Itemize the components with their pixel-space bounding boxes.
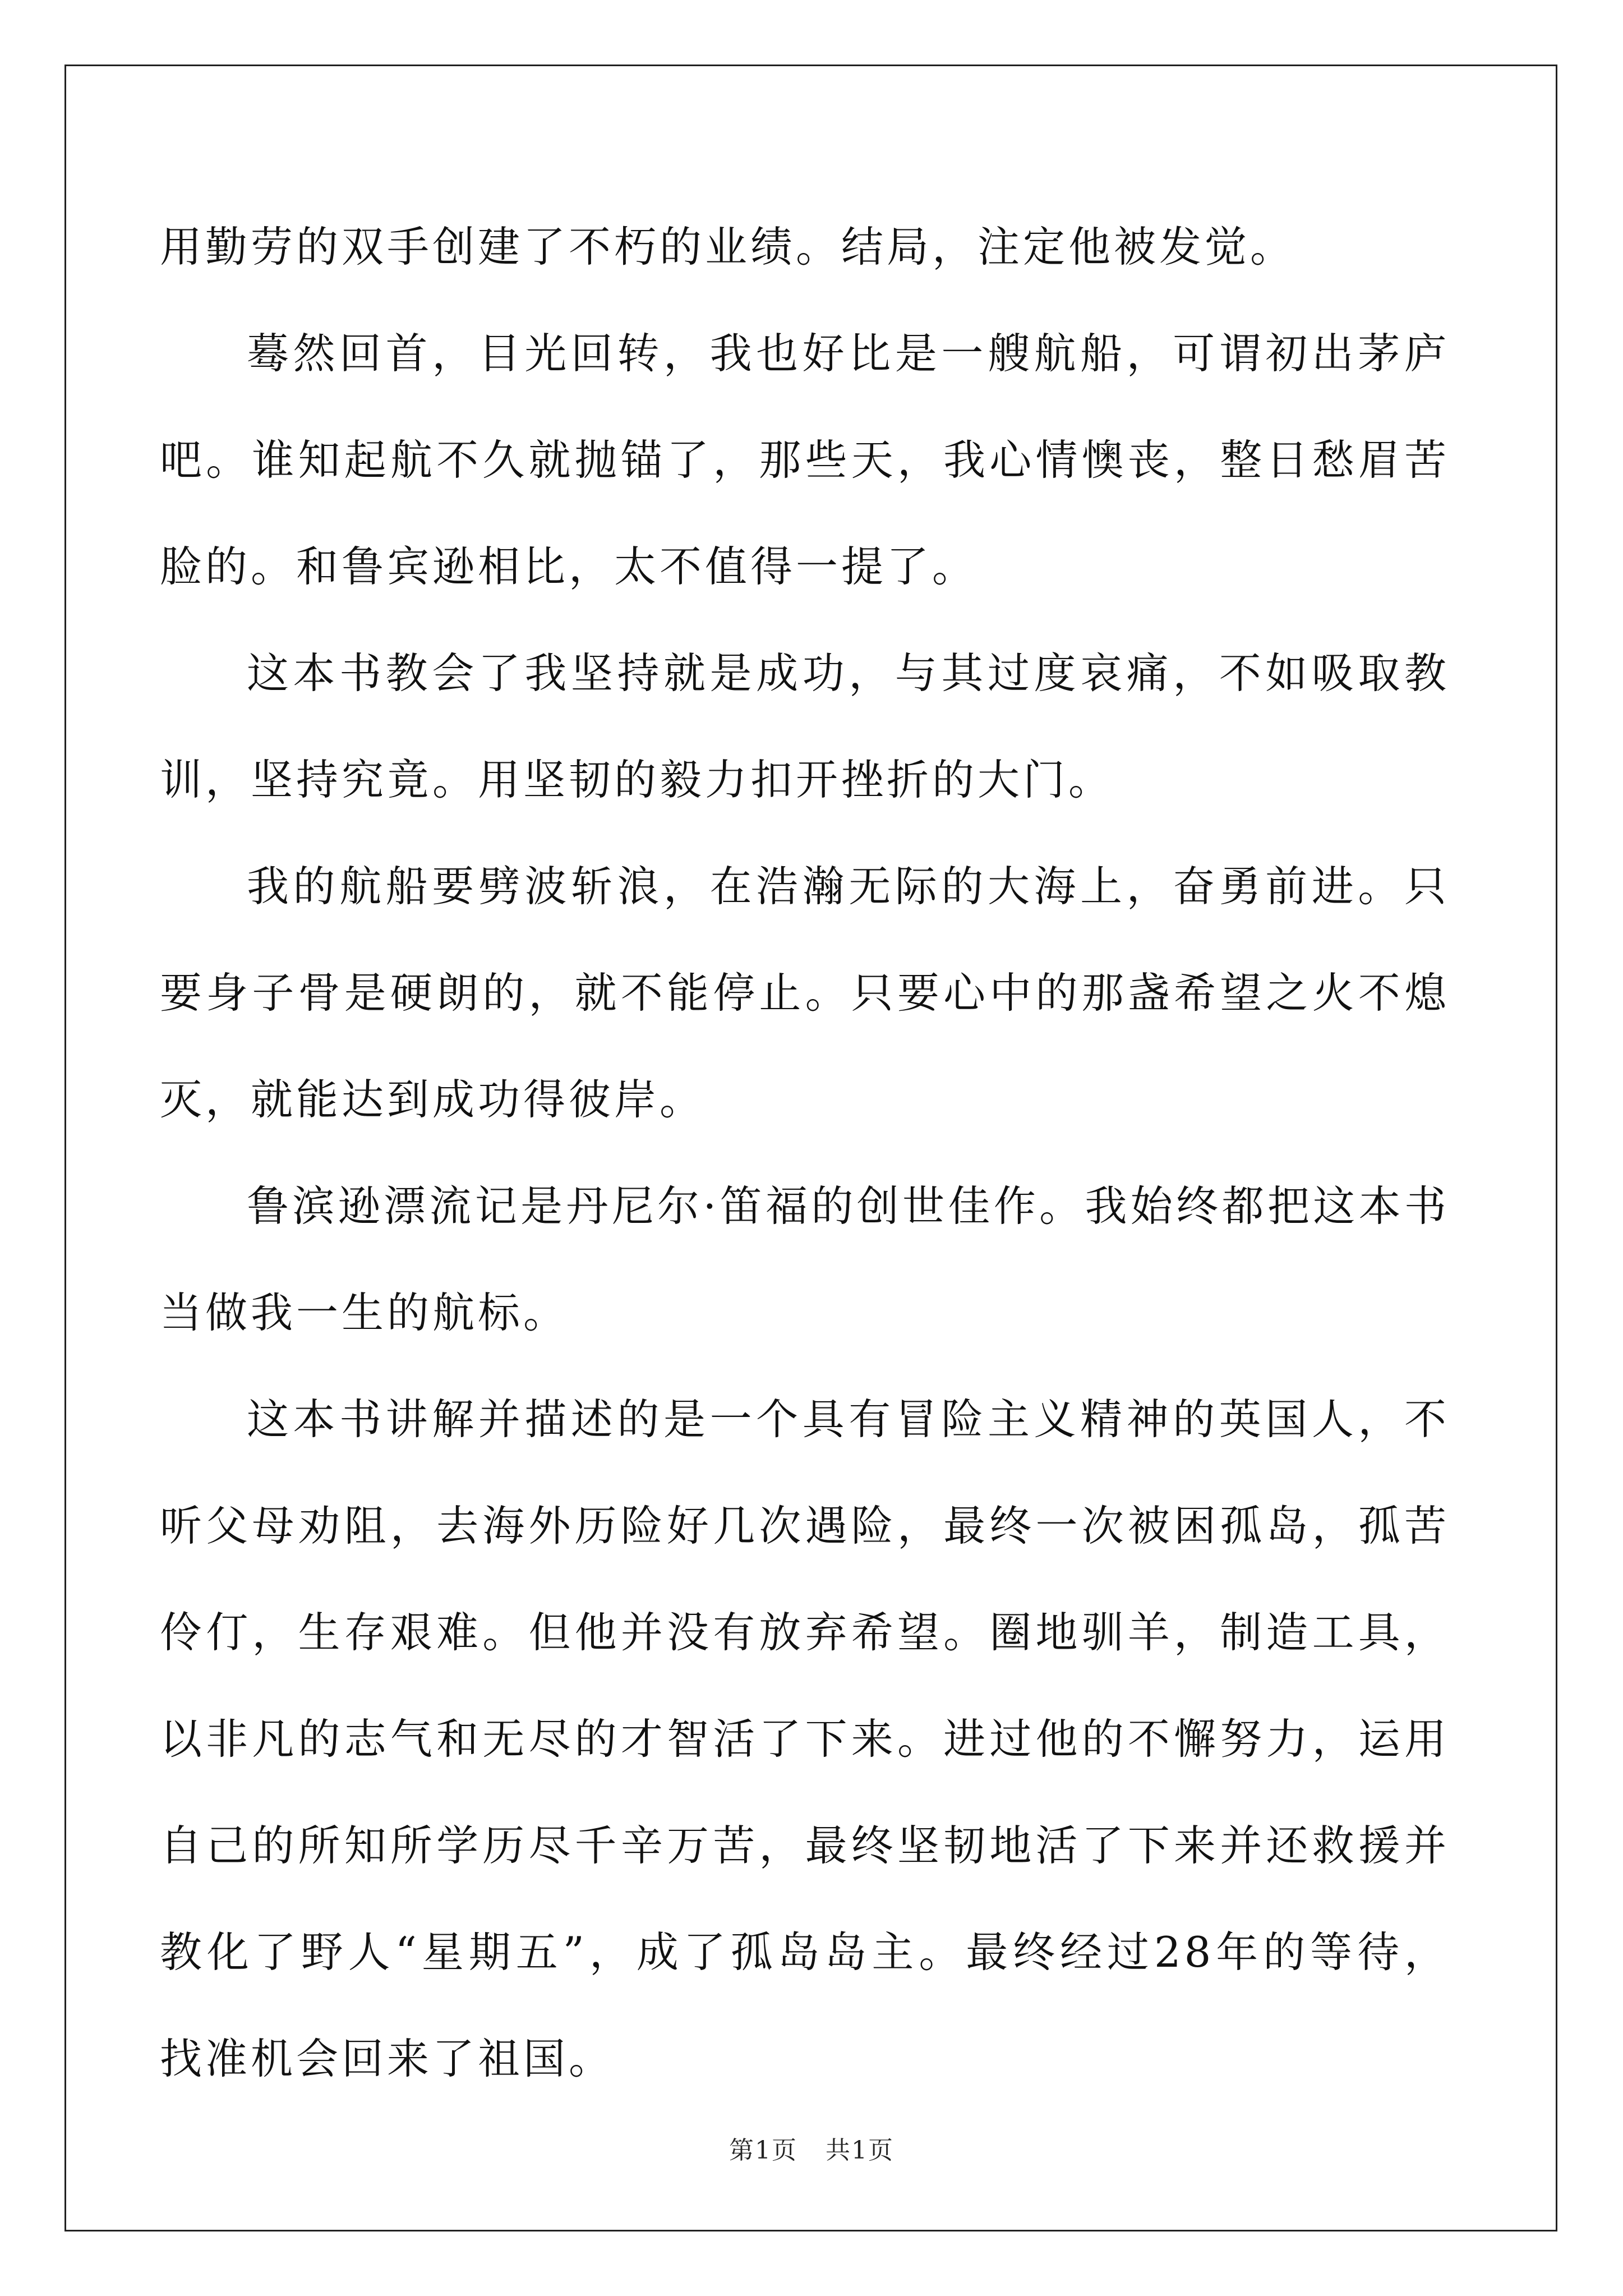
paragraph: 蓦然回首，目光回转，我也好比是一艘航船，可谓初出茅庐吧。谁知起航不久就抛锚了，那些天，我心情懊丧，整日愁眉苦脸的。和鲁宾逊相比，太不值得一提了。 — [160, 329, 1450, 591]
paragraph: 我的航船要劈波斩浪，在浩瀚无际的大海上，奋勇前进。只要身子骨是硬朗的，就不能停止。只要心中的那盏希望之火不熄灭，就能达到成功得彼岸。 — [160, 862, 1450, 1124]
page-total: 共1页 — [826, 2136, 894, 2165]
paragraph: 鲁滨逊漂流记是丹尼尔·笛福的创世佳作。我始终都把这本书当做我一生的航标。 — [160, 1181, 1450, 1337]
page-footer — [0, 2130, 1623, 2166]
paragraph: 用勤劳的双手创建了不朽的业绩。结局，注定他被发觉。 — [160, 222, 1296, 272]
page-number: 第1页 — [729, 2136, 797, 2165]
document-body — [160, 194, 1450, 2112]
paragraph: 这本书教会了我坚持就是成功，与其过度哀痛，不如吸取教训，坚持究竟。用坚韧的毅力扣开挫折的大门。 — [160, 648, 1450, 804]
paragraph: 这本书讲解并描述的是一个具有冒险主义精神的英国人，不听父母劝阻，去海外历险好几次遇险，最终一次被困孤岛，孤苦伶仃，生存艰难。但他并没有放弃希望。圈地驯羊，制造工具，以非凡的志气和无尽的才智活了下来。进过他的不懈努力，运用自己的所知所学历尽千辛万苦，最终坚韧地活了下来并还救援并教化了野人“星期五”，成了孤岛岛主。最终经过28年的等待，找准机会回来了祖国。 — [160, 1395, 1450, 2083]
